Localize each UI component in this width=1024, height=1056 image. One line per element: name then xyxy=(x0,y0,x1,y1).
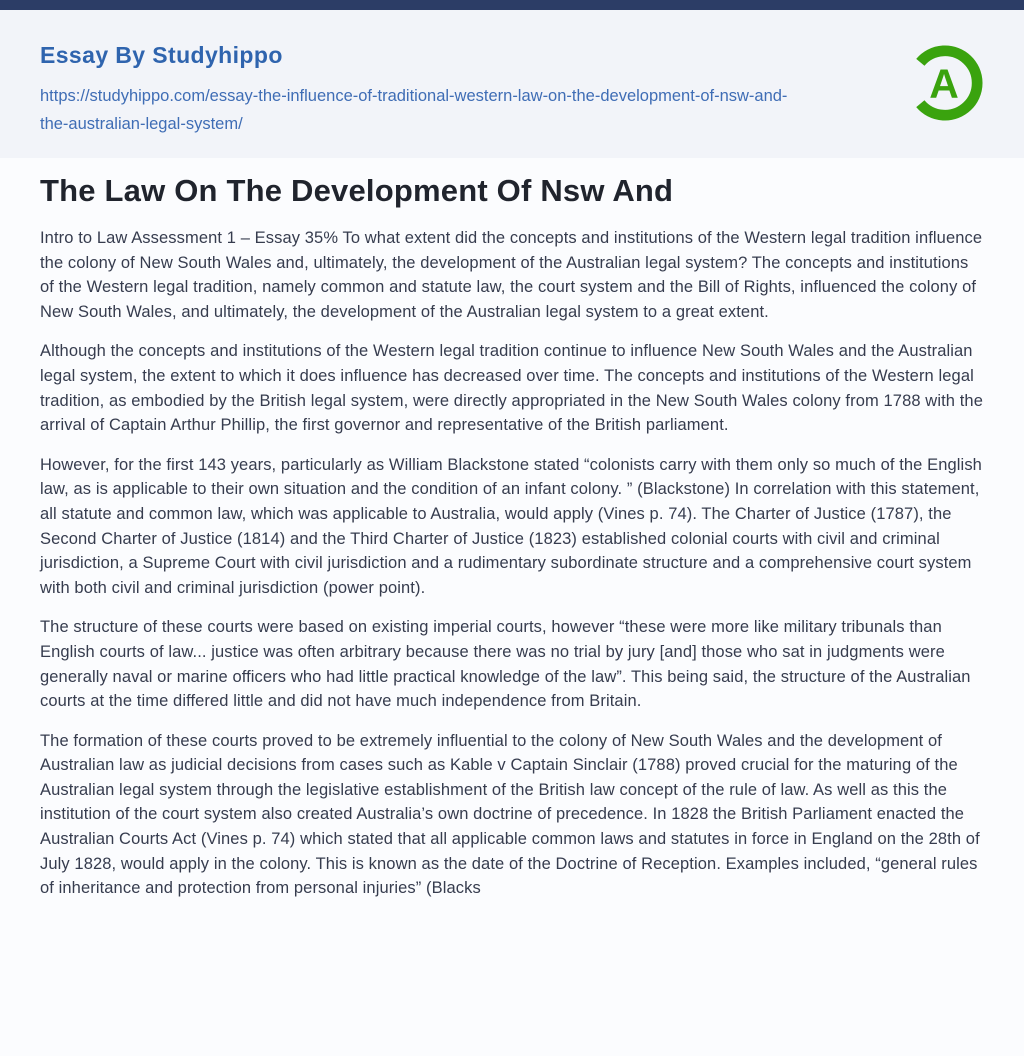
essay-content xyxy=(0,158,1024,901)
logo-letter: A xyxy=(929,60,959,107)
page-header xyxy=(0,10,1024,158)
essay-paragraph: However, for the first 143 years, particularly as William Blackstone stated “colonists carry with them only so much of the English law, as is applicable to their own situation and the condition of an infant colony. ” (Blackstone) In correlation with this statement, all statute and common law, which was applicable to Australia, would apply (Vines p. 74). The Charter of Justice (1787), the Second Charter of Justice (1814) and the Third Charter of Justice (1823) established colonial courts with civil and criminal jurisdiction, a Supreme Court with civil jurisdiction and a rudimentary subordinate structure and a comprehensive court system with both civil and criminal jurisdiction (power point). xyxy=(40,455,982,597)
essay-paragraph: Intro to Law Assessment 1 – Essay 35% To what extent did the concepts and institutions of the Western legal tradition influence the colony of New South Wales and, ultimately, the development of the Australian legal system? The concepts and institutions of the Western legal tradition, namely common and statute law, the court system and the Bill of Rights, influenced the colony of New South Wales, and ultimately, the development of the Australian legal system to a great extent. xyxy=(40,229,983,321)
essay-paragraph: The structure of these courts were based on existing imperial courts, however “these were more like military tribunals than English courts of law... justice was often arbitrary because there was no trial by jury [and] those who sat in judgments were generally naval or marine officers who had little practical knowledge of the law”. This being said, the structure of the Australian courts at the time differed little and did not have much independence from Britain. xyxy=(40,618,971,711)
source-url-link[interactable]: https://studyhippo.com/essay-the-influence-of-traditional-western-law-on-the-development-of-nsw-and-the-australian-legal-system/ xyxy=(40,87,788,133)
brand-title: Essay By Studyhippo xyxy=(40,42,283,68)
essay-title: The Law On The Development Of Nsw And xyxy=(40,173,674,208)
studyhippo-logo xyxy=(906,44,984,122)
essay-paragraph: The formation of these courts proved to be extremely influential to the colony of New South Wales and the development of Australian law as judicial decisions from cases such as Kable v Captain Sinclair (1788) proved crucial for the maturing of the Australian legal system through the legislative establishment of the British law concept of the rule of law. As well as this the institution of the court system also created Australia’s own doctrine of precedence. In 1828 the British Parliament enacted the Australian Courts Act (Vines p. 74) which stated that all applicable common laws and statutes in force in England on the 28th of July 1828, would apply in the colony. This is known as the date of the Doctrine of Reception. Examples included, “general rules of inheritance and protection from personal injuries” (Blacks xyxy=(40,731,980,898)
logo-arc-icon xyxy=(906,44,984,122)
top-accent-bar xyxy=(0,0,1024,10)
essay-paragraph: Although the concepts and institutions of the Western legal tradition continue to influence New South Wales and the Australian legal system, the extent to which it does influence has decreased over time. The concepts and institutions of the Western legal tradition, as embodied by the British legal system, were directly appropriated in the New South Wales colony from 1788 with the arrival of Captain Arthur Phillip, the first governor and representative of the British parliament. xyxy=(40,342,983,435)
